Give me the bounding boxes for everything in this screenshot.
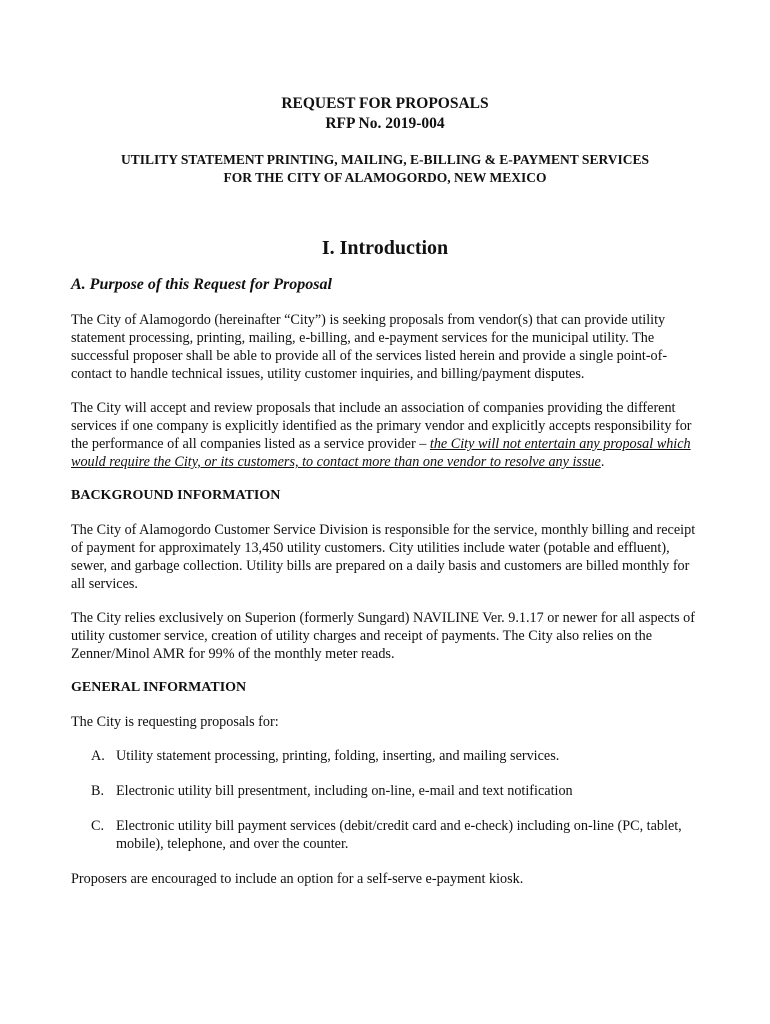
closing-paragraph: Proposers are encouraged to include an option for a self-serve e-payment kiosk. [71, 871, 524, 887]
list-item [71, 747, 701, 765]
general-intro: The City is requesting proposals for: [71, 714, 279, 730]
purpose-paragraph-1: The City of Alamogordo (hereinafter “City”) is seeking proposals from vendor(s) that can provide utility statement processing, printing, mailing, e-billing, and e-payment services for the municipal utility. The successful proposer shall be able to provide all of the services listed herein and provide a single point-of-contact to handle technical issues, utility customer inquiries, and billing/payment disputes. [71, 312, 668, 382]
rfp-title-line1: REQUEST FOR PROPOSALS [281, 95, 489, 112]
background-paragraph-2: The City relies exclusively on Superion (formerly Sungard) NAVILINE Ver. 9.1.17 or newer for all aspects of utility customer service, creation of utility charges and receipt of payments. The City also relies on the Zenner/Minol AMR for 99% of the monthly meter reads. [71, 610, 695, 662]
purpose-paragraph-2 [71, 399, 701, 471]
rfp-subtitle-line2: FOR THE CITY OF ALAMOGORDO, NEW MEXICO [223, 170, 547, 185]
section-body [71, 274, 701, 904]
rfp-number: RFP No. 2019-004 [325, 115, 445, 132]
purpose-paragraph-2-text: The City will accept and review proposals that include an association of companies providing the different services if one company is explicitly identified as the primary vendor and explicitly accepts responsibility for the performance of all companies listed as a service provider – [71, 400, 692, 452]
list-marker: B. [91, 783, 105, 799]
list-item [71, 782, 701, 800]
list-item-text: Utility statement processing, printing, folding, inserting, and mailing services. [116, 748, 560, 764]
general-heading: GENERAL INFORMATION [71, 680, 247, 695]
subsection-heading: A. Purpose of this Request for Proposal [71, 276, 332, 293]
list-marker: A. [91, 748, 105, 764]
rfp-subtitle [0, 151, 770, 187]
rfp-title [0, 94, 770, 134]
list-marker: C. [91, 818, 105, 834]
rfp-subtitle-line1: UTILITY STATEMENT PRINTING, MAILING, E-BILLING & E-PAYMENT SERVICES [120, 152, 649, 167]
purpose-paragraph-2-emphasis: the City will not entertain any proposal which would require the City, or its customers, to contact more than one vendor to resolve any issue [71, 436, 691, 470]
background-heading: BACKGROUND INFORMATION [71, 488, 281, 503]
list-item [71, 817, 701, 853]
list-item-text: Electronic utility bill presentment, including on-line, e-mail and text notification [116, 783, 573, 799]
section-heading: I. Introduction [321, 237, 449, 259]
background-paragraph-1: The City of Alamogordo Customer Service Division is responsible for the service, monthly billing and receipt of payment for approximately 13,450 utility customers. City utilities include water (potable and effluent), sewer, and garbage collection. Utility bills are prepared on a daily basis and customers are billed monthly for all services. [71, 522, 696, 592]
list-item-text: Electronic utility bill payment services (debit/credit card and e-check) including on-line (PC, tablet, mobile), telephone, and over the counter. [116, 818, 682, 852]
services-list [71, 747, 701, 853]
purpose-paragraph-2-end: . [600, 454, 605, 470]
